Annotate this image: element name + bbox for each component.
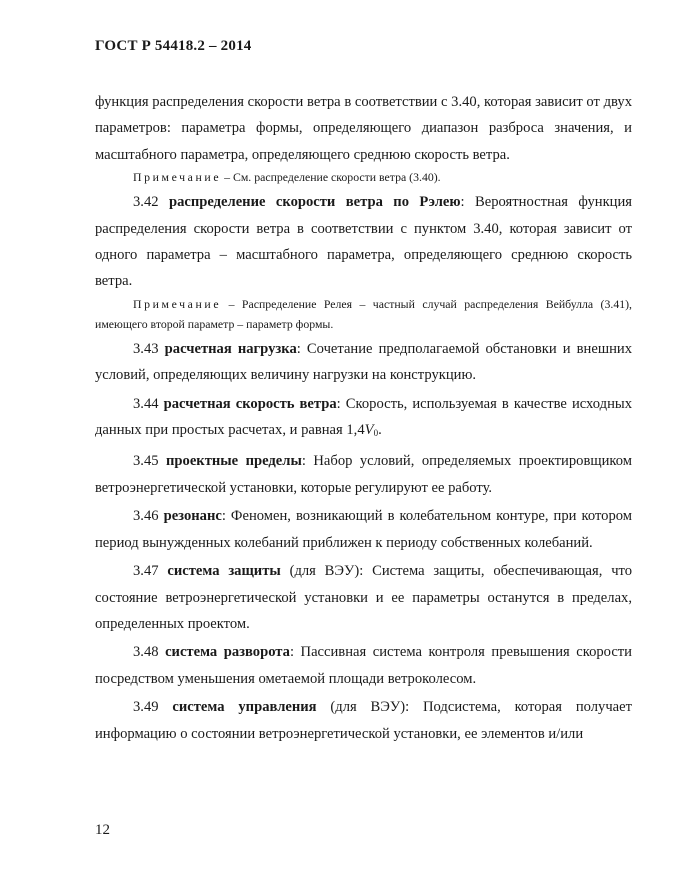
term-number: 3.47 — [133, 563, 168, 580]
term-3-48 — [95, 639, 632, 692]
term-number: 3.43 — [133, 340, 165, 357]
term-number: 3.49 — [133, 699, 173, 716]
term-title: резонанс — [163, 508, 222, 525]
term-definition: (для ВЭУ): Система защиты, обеспечивающая, что состояние ветроэнергетической установки и ее параметры останутся в пределах, определенных проектом. — [95, 563, 633, 632]
variable-v: V — [364, 422, 374, 439]
term-end: . — [378, 422, 382, 439]
note-text: – Распределение Релея – частный случай распределения Вейбулла (3.41), имеющего второй параметр – параметр формы. — [95, 296, 632, 331]
term-definition: : Набор условий, определяемых проектировщиком ветроэнергетической установки, которые регулируют ее работу. — [95, 453, 632, 496]
term-title: проектные пределы — [166, 453, 302, 470]
term-title: расчетная нагрузка — [164, 340, 297, 357]
term-definition: : Вероятностная функция распределения скорости ветра в соответствии с пунктом 3.40, которая зависит от одного параметра – масштабного параметра, определяющего среднюю скорость ветра. — [95, 194, 632, 290]
term-number: 3.42 — [133, 194, 169, 211]
note-3-41 — [95, 167, 632, 187]
term-3-43 — [95, 336, 632, 389]
note-text: – См. распределение скорости ветра (3.40). — [221, 170, 441, 185]
document-header: ГОСТ Р 54418.2 – 2014 — [95, 38, 252, 54]
term-3-44 — [95, 391, 632, 447]
term-definition: : Феномен, возникающий в колебательном контуре, при котором период вынужденных колебаний приближен к периоду собственных колебаний. — [95, 508, 632, 551]
term-number: 3.46 — [133, 508, 164, 525]
variable-subscript: 0 — [373, 428, 379, 439]
term-3-45 — [95, 448, 632, 501]
page-number: 12 — [95, 822, 110, 838]
term-3-49 — [95, 694, 632, 747]
term-definition: (для ВЭУ): Подсистема, которая получает информацию о состоянии ветроэнергетической установки, ее элементов и/или — [95, 699, 633, 742]
term-definition: : Сочетание предполагаемой обстановки и внешних условий, определяющих величину нагрузки на конструкцию. — [95, 340, 632, 384]
term-title: система разворота — [165, 644, 290, 661]
note-3-42 — [95, 294, 632, 334]
term-number: 3.45 — [133, 453, 166, 470]
term-title: расчетная скорость ветра — [163, 395, 337, 412]
paragraph-continuation — [95, 89, 632, 168]
term-definition: : Пассивная система контроля превышения скорости посредством уменьшения ометаемой площади ветроколесом. — [95, 644, 632, 687]
note-label: Примечание — [133, 296, 222, 311]
term-3-46 — [95, 503, 632, 556]
term-title: система управления — [172, 699, 317, 716]
note-label: Примечание — [133, 170, 222, 185]
term-title: распределение скорости ветра по Рэлею — [168, 194, 461, 211]
term-3-47 — [95, 558, 632, 637]
term-3-42 — [95, 189, 632, 295]
document-body — [95, 89, 632, 747]
term-title: система защиты — [167, 563, 281, 580]
term-number: 3.44 — [133, 395, 164, 412]
paragraph-text: функция распределения скорости ветра в соответствии с 3.40, которая зависит от двух параметров: параметра формы, определяющего диапазон разброса значения, и масштабного параметра, определяющего среднюю скорость ветра. — [95, 94, 632, 163]
term-number: 3.48 — [133, 644, 166, 661]
term-definition: : Скорость, используемая в качестве исходных данных при простых расчетах, и равная 1,4 — [95, 395, 633, 439]
